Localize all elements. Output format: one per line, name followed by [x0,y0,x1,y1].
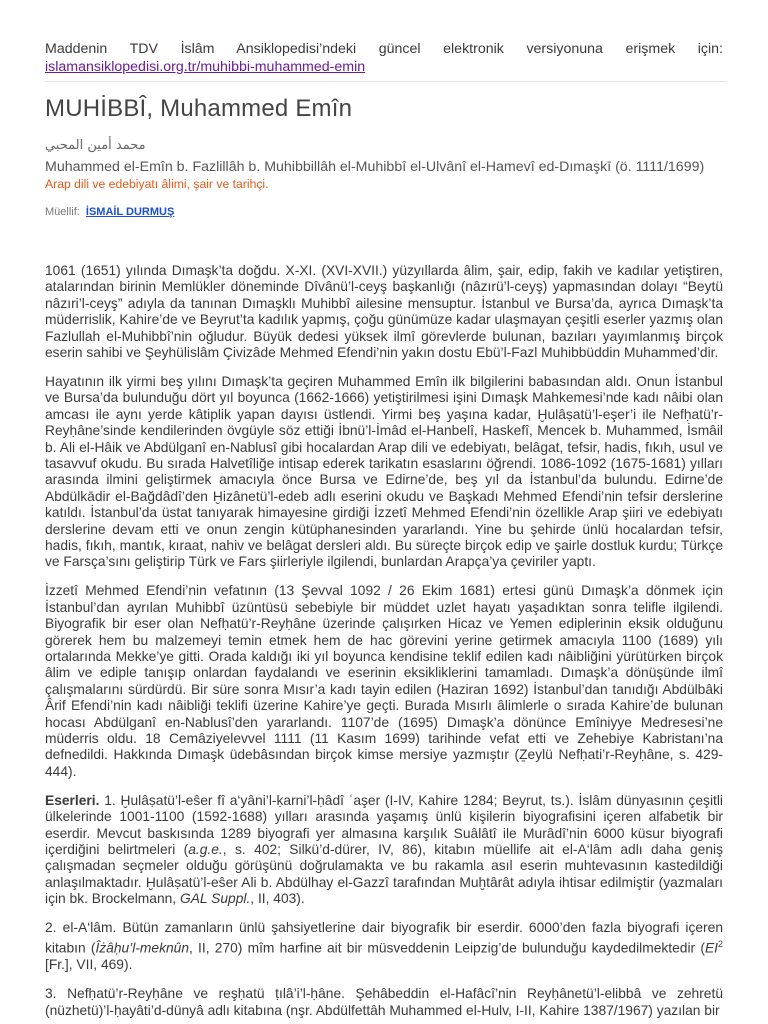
works-2-text-a: 2. el-A‘lâm. Bütün zamanların ünlü şahsiyetlerine dair biyografik bir eserdir. 6000’den fazla biyografi içeren kitabın ( [45,920,723,957]
works-1-text-b: , s. 402; Silkü’d-dürer, IV, 86), kitabın müellife ait el-A‘lâm adlı daha geniş çalışmadan seçmeler olduğu görüşünü doğrulamakta ve bu rakamla asıl eserin muhtevasının kastedildiği anlaşılmaktadır. Ḫulâṣatü’l-eŝer Ali b. Abdülhay el-Gazzî tarafından Muḫtârât adıyla ihtisar edilmiştir (yazmaları için bk. Brockelmann, [45,841,723,907]
paragraph-works-3: 3. Nefḥatü’r-Reyḥâne ve reşḥatü ṭılâ’i’l-ḥâne. Şehâbeddin el-Hafâcî’nin Reyḥânetü’l-elibbâ ve zehretü (nüzhetü)’l-ḥayâti’d-dünyâ adlı kitabına (nşr. Abdülfettâh Muhammed el-Hulv, I-II, Kahire 1387/1967) yazılan bir [45,986,723,1018]
works-1-italic-a: a.g.e. [188,841,223,857]
works-heading: Eserleri. [45,792,100,808]
paragraph-works-1 [45,793,723,908]
divider [45,81,727,82]
works-2-text-c: [Fr.], VII, 469). [45,957,133,973]
works-2-text-b: , II, 270) mîm harfine ait bir müsveddenin Leipzig’de bulunduğu kaydedilmektedir ( [189,941,705,957]
author-link[interactable]: İSMAİL DURMUŞ [85,206,175,218]
works-2-italic-a: Îżâḥu’l-meknûn [95,941,190,957]
works-1-text-a: 1. Ḫulâṣatü’l-eŝer fî a‘yâni’l-ḳarni’l-ḥâdî ʿaşer (I-IV, Kahire 1284; Beyrut, ts.). İslâm dünyasının çeşitli ülkelerinde 1001-1100 (1592-1688) yılları arasında yaşamış ünlü kişilerin biyografisini içeren alfabetik bir eserdir. Mevcut baskısında 1289 biyografi yer almasına karşılık Suâlâtî ile Murâdî’nin 6000 küsur biyografi içerdiğini belirtmeleri ( [45,792,723,857]
works-1-italic-b: GAL Suppl. [179,891,251,907]
article-body [45,263,723,1019]
notice-link-line [45,58,723,76]
full-name: Muhammed el-Emîn b. Fazlillâh b. Muhibbillâh el-Muhibbî el-Ulvânî el-Hamevî ed-Dımaşkī (ö. 1111/1699) [45,159,705,175]
article-subtitle: Arap dili ve edebiyatı âlimi, şair ve tarihçi. [45,177,269,191]
works-2-italic-b: EI [704,941,718,957]
paragraph-2: Hayatının ilk yirmi beş yılını Dımaşk’ta geçiren Muhammed Emîn ilk bilgilerini babasından aldı. Onun İstanbul ve Bursa’da bulunduğu dört yıl boyunca (1662-1666) yetiştirilmesi işini Dımaşk Mahkemesi’nde kadı nâibi olan amcası ile aynı yerde kâtiplik yapan dayısı üstlendi. Yirmi beş yaşına kadar, Ḫulâṣatü’l-eşer’i ile Nefḥatü’r-Reyḥâne’sinde kendilerinden övgüyle söz ettiği İbnü’l-İmâd el-Hanbelî, Haskefî, Mencek b. Muhammed, İsmâil b. Ali el-Hâik ve Abdülganî en-Nablusî gibi hocalardan Arap dili ve edebiyatı, belâgat, tefsir, hadis, fıkıh, usul ve tasavvuf okudu. Bu sırada Halvetîliğe intisap ederek tarikatın esaslarını öğrendi. 1086-1092 (1675-1681) yılları arasında ilmini geliştirmek amacıyla önce Bursa ve Edirne’de, beş yıl da İstanbul’da bulundu. Edirne’de Abdülkādir el-Bağdâdî’den Ḫizânetü’l-edeb adlı eserini okudu ve Başkadı Mehmed Efendi’nin tefsir derslerine katıldı. İstanbul’da üstat tanıyarak himayesine girdiği İzzetî Mehmed Efendi’nin özellikle Arap şiiri ve edebiyatı derslerine devam etti ve onun zengin kütüphanesinden yararlandı. Yine bu şehirde ünlü hocalardan tefsir, hadis, fıkıh, mantık, kıraat, nahiv ve belâgat dersleri aldı. Bu süreçte birçok edip ve şairle dostluk kurdu; Türkçe ve Farsça’sını geliştirip Türk ve Fars şiirleriyle ilgilendi, bunlardan Arapça’ya çeviriler yaptı. [45,373,723,570]
paragraph-1: 1061 (1651) yılında Dımaşk’ta doğdu. X-XI. (XVI-XVII.) yüzyıllarda âlim, şair, edip, fakih ve kadılar yetiştiren, atalarından birinin Memlükler döneminde Dîvânü’l-ceyş başkanlığı (nâzırü’l-ceyş) yapmasından dolayı “Beytü nâzıri’l-ceyş” adıyla da tanınan Dımaşklı Muhibbî ailesine mensuptur. İstanbul ve Bursa’da, ayrıca Dımaşk’ta müderrislik, Kahire’de ve Beyrut’ta kadılık yapmış, çoğu günümüze kadar ulaşmayan çeşitli eserler yazmış olan Fazlullah el-Muhibbî’nin oğludur. Büyük dedesi yüksek ilmî görevlerde bulunan, bazıları yayımlanmış birçok eserin sahibi ve Şeyhülislâm Çivizâde Mehmed Efendi’nin yakın dostu Ebü’l-Fazl Muhibbüddin Muhammed’dir. [45,263,723,361]
paragraph-3: İzzetî Mehmed Efendi’nin vefatının (13 Şevval 1092 / 26 Ekim 1681) ertesi günü Dımaşk’a dönmek için İstanbul’dan ayrılan Muhibbî üzüntüsü sebebiyle bir müddet uzlet hayatı yaşadıktan sonra telifle ilgilendi. Biyografik bir eser olan Nefḥatü’r-Reyḥâne üzerinde çalışırken Hicaz ve Yemen ediplerinin eksik olduğunu görerek hem bu malzemeyi temin etmek hem de hac görevini yerine getirmek amacıyla 1100 (1689) yılı ortalarında Mekke’ye gitti. Orada kaldığı iki yıl boyunca kendisine teklif edilen kadı nâibliğini yürütürken birçok âlim ve ediple tanışıp onlardan faydalandı ve eserinin eksikliklerini tamamladı. Dımaşk’a dönüşünde ilmî çalışmalarını sürdürdü. Bir süre sonra Mısır’a kadı tayin edilen (Haziran 1692) İstanbul’dan tanıdığı Abdülbâki Ârif Efendi’nin kadı nâibliği teklifi üzerine Kahire’ye geçti. Burada Mısırlı âlimlerle o sırada Kahire’de bulunan hocası Abdülganî en-Nablusî’den yararlandı. 1107’de (1695) Dımaşk’a dönünce Emîniyye Medresesi’ne müderris oldu. 18 Cemâziyelevvel 1111 (11 Kasım 1699) tarihinde vefat etti ve Zehebiye Kabristanı’na defnedildi. Hakkında Dımaşk üdebâsından birçok kimse mersiye yazmıştır (Ẕeylü Nefḥati’r-Reyḥâne, s. 429-444). [45,583,723,779]
encyclopedia-link[interactable]: islamansiklopedisi.org.tr/muhibbi-muhammed-emin [45,59,366,75]
author-line [45,206,723,218]
paragraph-works-2 [45,920,723,974]
arabic-name: محمد أمين المحبي [45,138,146,153]
works-2-superscript: 2 [717,939,723,950]
access-notice [45,0,723,76]
works-1-text-c: , II, 403). [250,891,305,907]
author-label: Müellif: [45,206,80,218]
notice-text: Maddenin TDV İslâm Ansiklopedisi’ndeki güncel elektronik versiyonuna erişmek için: [45,41,723,57]
article-title: MUHİBBÎ, Muhammed Emîn [45,95,353,122]
